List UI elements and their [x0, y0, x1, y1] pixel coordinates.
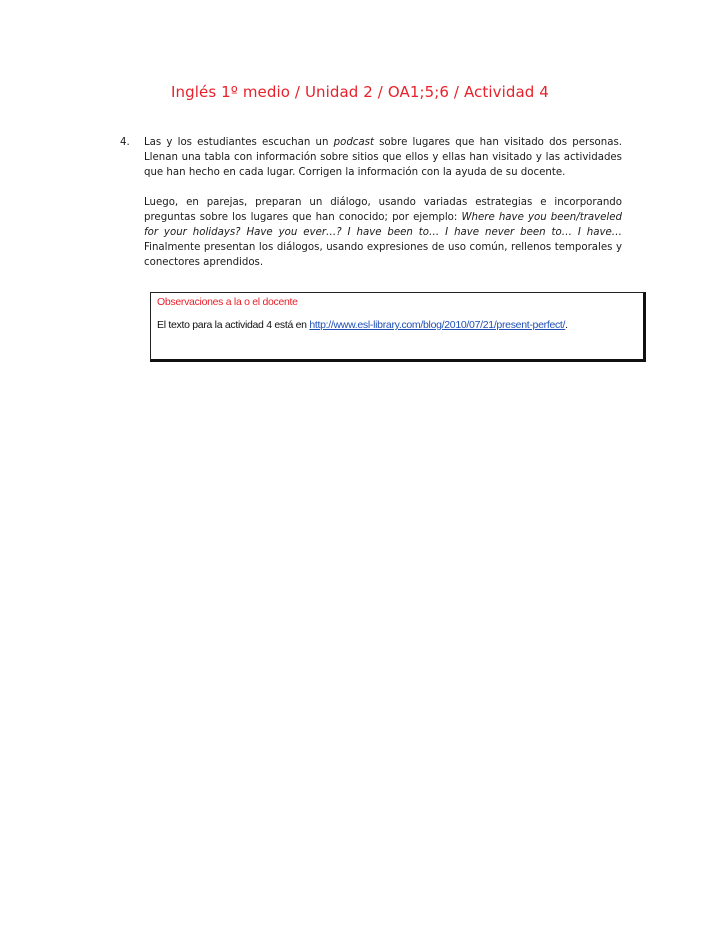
- activity-number: 4.: [120, 137, 130, 148]
- italic-examples: Where have you been/traveled for your holidays? Have you ever…? I have been to… I have never been to… I have…: [144, 212, 622, 238]
- paragraph-text: sobre lugares que han visitado dos personas. Llenan una tabla con información sobre sitios que ellos y ellas han visitado y las actividades que han hecho en cada lugar. Corrigen la información con la ayuda de su docente.: [144, 137, 622, 178]
- observations-title: Observaciones a la o el docente: [157, 296, 298, 308]
- paragraph-text: Las y los estudiantes escuchan un: [144, 137, 334, 148]
- activity-paragraph-2: [144, 195, 622, 270]
- paragraph-text: Finalmente presentan los diálogos, usando expresiones de uso común, rellenos temporales y conectores aprendidos.: [144, 242, 622, 268]
- observations-box: [150, 292, 646, 362]
- italic-term: podcast: [333, 137, 374, 148]
- observations-text: [157, 319, 568, 331]
- activity-body: [144, 135, 622, 270]
- page-title: Inglés 1º medio / Unidad 2 / OA1;5;6 / Actividad 4: [171, 83, 549, 101]
- paragraph-text: Luego, en parejas, preparan un diálogo, usando variadas estrategias e incorporando preguntas sobre los lugares que han conocido; por ejemplo:: [144, 197, 622, 223]
- activity-paragraph-1: [144, 135, 622, 180]
- activity-item: [120, 135, 622, 285]
- resource-link[interactable]: http://www.esl-library.com/blog/2010/07/21/present-perfect/: [309, 319, 566, 331]
- observations-text-prefix: El texto para la actividad 4 está en: [157, 319, 310, 331]
- observations-text-suffix: .: [565, 319, 568, 331]
